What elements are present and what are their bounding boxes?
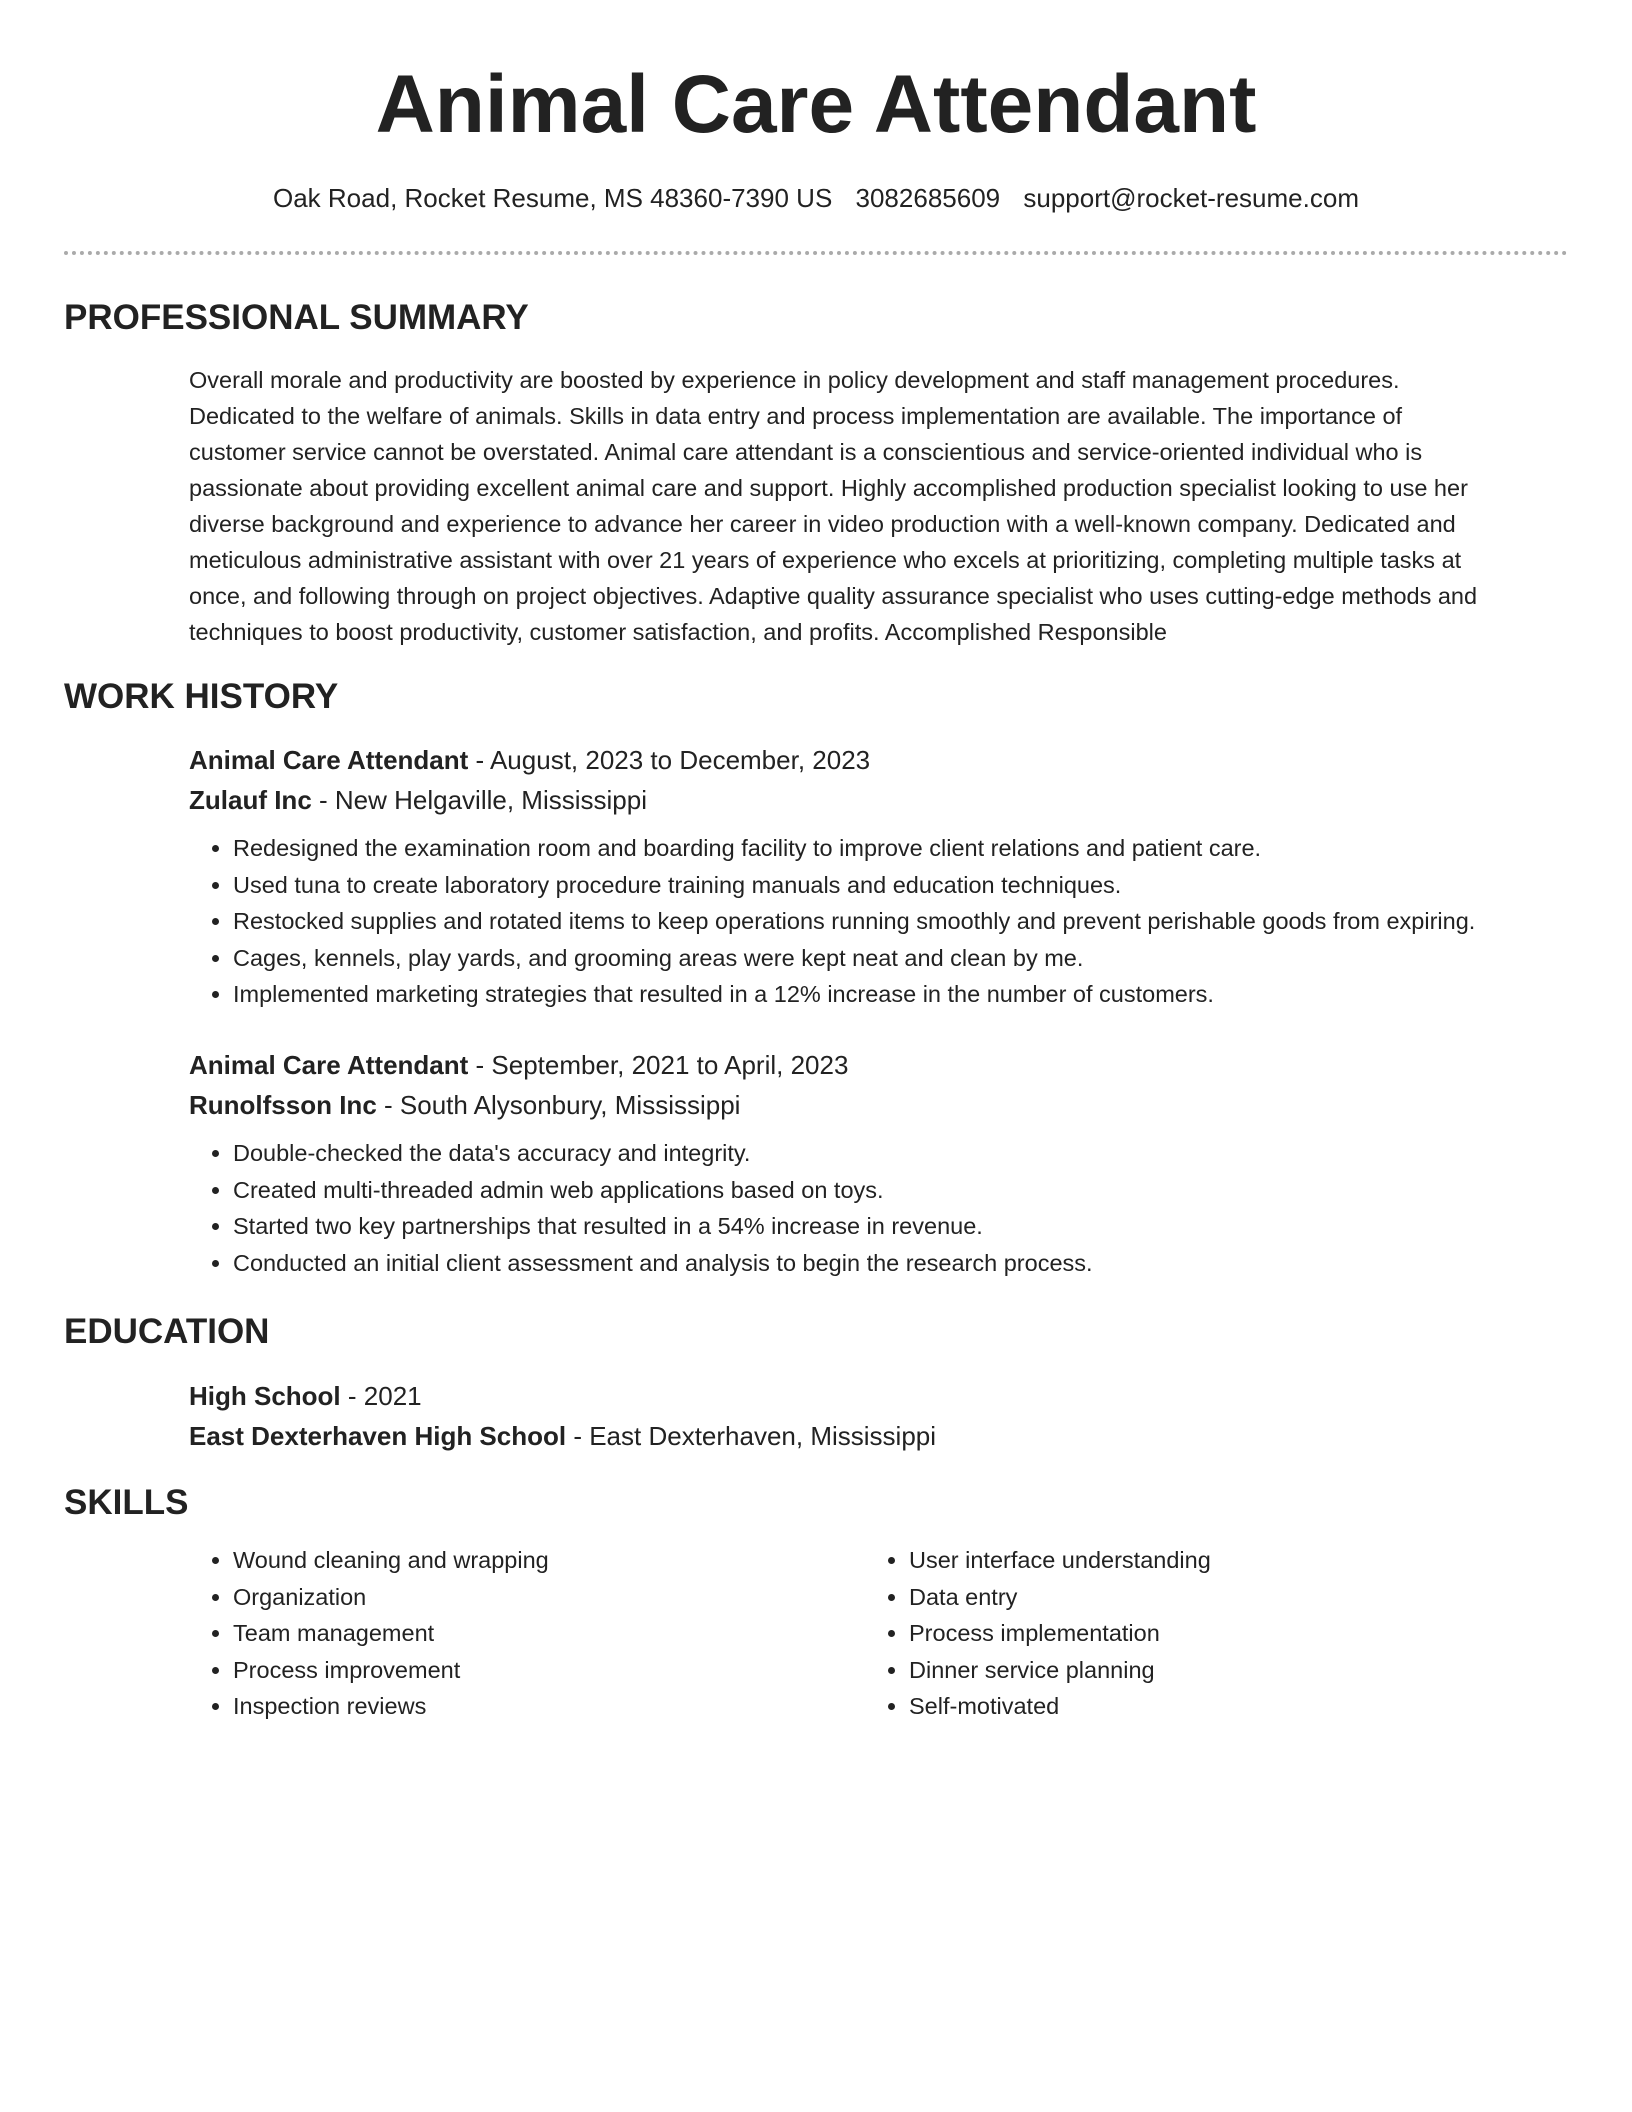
work-history-heading: WORK HISTORY <box>64 677 339 716</box>
education-school: East Dexterhaven High School <box>189 1421 567 1451</box>
job-title: Animal Care Attendant <box>189 745 469 775</box>
contact-email: support@rocket-resume.com <box>1023 183 1359 213</box>
job-company-line <box>189 1085 1569 1125</box>
contact-line <box>0 180 1632 216</box>
summary-line: Overall morale and productivity are boosted by experience in policy development and staff management procedures. <box>189 367 1400 393</box>
summary-line: techniques to boost productivity, customer satisfaction, and profits. Accomplished Responsible <box>189 619 1167 645</box>
job-bullet: • Created multi-threaded admin web applications based on toys. <box>233 1172 1569 1209</box>
job-bullet: • Cages, kennels, play yards, and grooming areas were kept neat and clean by me. <box>233 940 1569 977</box>
skill-item: • Organization <box>233 1579 809 1616</box>
job-company: Runolfsson Inc <box>189 1090 377 1120</box>
skill-item: • Data entry <box>909 1579 1485 1616</box>
resume-name: Animal Care Attendant <box>375 59 1257 150</box>
education-school-line <box>189 1416 1569 1456</box>
summary-line: once, and following through on project objectives. Adaptive quality assurance specialist who uses cutting-edge methods and <box>189 583 1478 609</box>
skills-list <box>189 1542 809 1725</box>
summary-line: Dedicated to the welfare of animals. Skills in data entry and process implementation are available. The importance of <box>189 403 1403 429</box>
job-entry <box>189 740 1569 1013</box>
job-bullets <box>189 830 1569 1013</box>
skills-list <box>865 1542 1485 1725</box>
skills-column-left <box>189 1542 809 1725</box>
job-company: Zulauf Inc <box>189 785 312 815</box>
skill-item: • Inspection reviews <box>233 1688 809 1725</box>
job-dates: - August, 2023 to December, 2023 <box>468 745 871 775</box>
summary-text <box>189 362 1569 650</box>
job-bullet: • Started two key partnerships that resulted in a 54% increase in revenue. <box>233 1208 1569 1245</box>
job-bullets <box>189 1135 1569 1281</box>
summary-heading: PROFESSIONAL SUMMARY <box>64 298 529 337</box>
education-degree-line <box>189 1376 1569 1416</box>
job-location: - South Alysonbury, Mississippi <box>376 1090 741 1120</box>
job-company-line <box>189 780 1569 820</box>
job-location: - New Helgaville, Mississippi <box>311 785 647 815</box>
job-title-line <box>189 1045 1569 1085</box>
summary-line: customer service cannot be overstated. Animal care attendant is a conscientious and service-oriented individual who is <box>189 439 1423 465</box>
header-divider <box>64 251 1568 255</box>
education-location: - East Dexterhaven, Mississippi <box>566 1421 937 1451</box>
education-heading: EDUCATION <box>64 1312 270 1351</box>
job-bullet: • Implemented marketing strategies that resulted in a 12% increase in the number of customers. <box>233 976 1569 1013</box>
job-title-line <box>189 740 1569 780</box>
skill-item: • Wound cleaning and wrapping <box>233 1542 809 1579</box>
summary-block <box>189 362 1569 650</box>
job-dates: - September, 2021 to April, 2023 <box>468 1050 849 1080</box>
job-title: Animal Care Attendant <box>189 1050 469 1080</box>
skill-item: • Dinner service planning <box>909 1652 1485 1689</box>
skill-item: • Process improvement <box>233 1652 809 1689</box>
job-bullet: • Used tuna to create laboratory procedure training manuals and education techniques. <box>233 867 1569 904</box>
contact-address: Oak Road, Rocket Resume, MS 48360-7390 US <box>273 183 833 213</box>
summary-line: meticulous administrative assistant with over 21 years of experience who excels at prioritizing, completing multiple tasks at <box>189 547 1462 573</box>
job-bullet: • Conducted an initial client assessment and analysis to begin the research process. <box>233 1245 1569 1282</box>
job-bullet: • Redesigned the examination room and boarding facility to improve client relations and patient care. <box>233 830 1569 867</box>
job-bullet: • Restocked supplies and rotated items to keep operations running smoothly and prevent perishable goods from expiring. <box>233 903 1569 940</box>
skills-heading: SKILLS <box>64 1483 189 1522</box>
summary-line: passionate about providing excellent animal care and support. Highly accomplished production specialist looking to use her <box>189 475 1468 501</box>
education-entry <box>189 1376 1569 1456</box>
skills-column-right <box>865 1542 1485 1725</box>
job-entry <box>189 1045 1569 1281</box>
skill-item: • Self-motivated <box>909 1688 1485 1725</box>
skill-item: • Process implementation <box>909 1615 1485 1652</box>
skill-item: • Team management <box>233 1615 809 1652</box>
job-bullet: • Double-checked the data's accuracy and integrity. <box>233 1135 1569 1172</box>
education-degree: High School <box>189 1381 341 1411</box>
education-year: - 2021 <box>340 1381 422 1411</box>
contact-phone: 3082685609 <box>855 183 1001 213</box>
skill-item: • User interface understanding <box>909 1542 1485 1579</box>
summary-line: diverse background and experience to advance her career in video production with a well-known company. Dedicated and <box>189 511 1456 537</box>
